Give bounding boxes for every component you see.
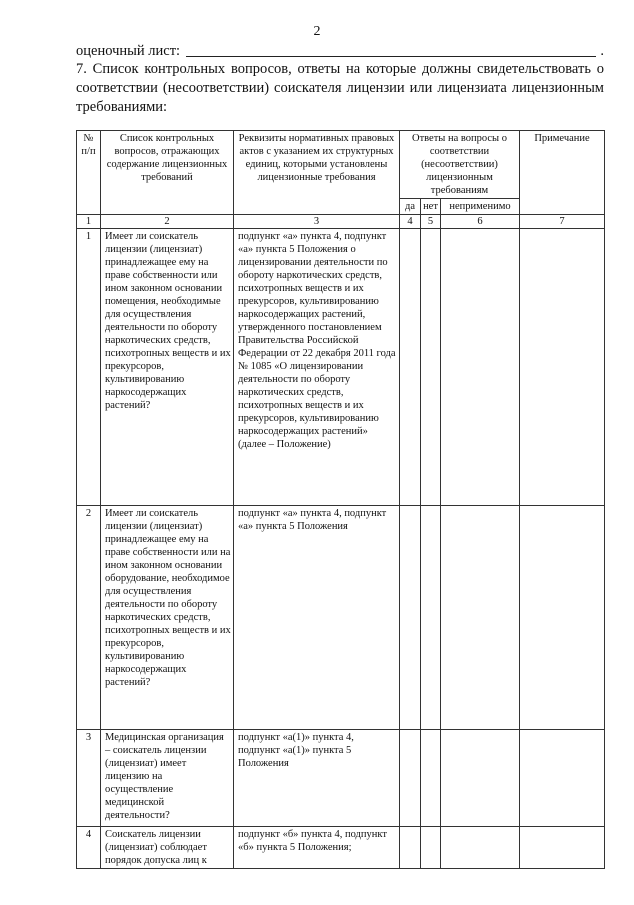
fill-in-underline (186, 42, 596, 57)
reference-text: подпункт «а(1)» пункта 4, подпункт «а(1)» пункта 5 Положения (234, 730, 400, 827)
column-number: 7 (520, 215, 605, 229)
answer-na-cell (441, 506, 520, 730)
header-requisites: Реквизиты нормативных правовых актов с указанием их структурных единиц, которыми установлены лицензионные требования (234, 131, 400, 215)
table-row (77, 827, 605, 869)
header-questions: Список контрольных вопросов, отражающих содержание лицензионных требований (101, 131, 234, 215)
header-num: № п/п (77, 131, 101, 215)
reference-text: подпункт «а» пункта 4, подпункт «а» пункта 5 Положения (234, 506, 400, 730)
answer-yes-cell (400, 827, 421, 869)
column-number: 2 (101, 215, 234, 229)
header-answers: Ответы на вопросы о соответствии (несоответствии) лицензионным требованиям (400, 131, 520, 199)
answer-no-cell (421, 506, 441, 730)
column-number: 6 (441, 215, 520, 229)
answer-na-cell (441, 827, 520, 869)
note-cell (520, 229, 605, 506)
table-row (77, 506, 605, 730)
section-paragraph: 7. Список контрольных вопросов, ответы на которые должны свидетельствовать о соответствии (несоответствии) соискателя лицензии или лицензиата лицензионным требованиями: (76, 61, 604, 115)
column-number: 1 (77, 215, 101, 229)
row-number: 2 (77, 506, 101, 730)
answer-no-cell (421, 827, 441, 869)
note-cell (520, 506, 605, 730)
evaluation-sheet-line (76, 42, 604, 60)
header-row (77, 131, 605, 199)
checklist-table (76, 130, 605, 869)
note-cell (520, 827, 605, 869)
question-text: Медицинская организация – соискатель лицензии (лицензиат) имеет лицензию на осуществление медицинской деятельности? (101, 730, 234, 827)
table-row (77, 730, 605, 827)
reference-text: подпункт «а» пункта 4, подпункт «а» пункта 5 Положения о лицензировании деятельности по обороту наркотических средств, психотропных веществ и их прекурсоров, культивированию наркосодержащих растений, утвержденного постановлением Правительства Российской Федерации от 22 декабря 2011 года № 1085 «О лицензировании деятельности по обороту наркотических средств, психотропных веществ и их прекурсоров, культивированию наркосодержащих растений» (далее – Положение) (234, 229, 400, 506)
column-number-row (77, 215, 605, 229)
answer-no-cell (421, 229, 441, 506)
row-number: 3 (77, 730, 101, 827)
evaluation-sheet-label: оценочный лист: (76, 43, 181, 59)
answer-yes-cell (400, 229, 421, 506)
column-number: 5 (421, 215, 441, 229)
column-number: 4 (400, 215, 421, 229)
answer-na-cell (441, 229, 520, 506)
header-no: нет (421, 199, 441, 215)
note-cell (520, 730, 605, 827)
header-note: Примечание (520, 131, 605, 215)
evaluation-sheet-end: . (600, 43, 604, 59)
question-text: Соискатель лицензии (лицензиат) соблюдает порядок допуска лиц к (101, 827, 234, 869)
answer-yes-cell (400, 730, 421, 827)
question-text: Имеет ли соискатель лицензии (лицензиат) принадлежащее ему на праве собственности или на ином законном основании оборудование, необходимое для осуществления деятельности по обороту наркотических средств, психотропных веществ и их прекурсоров, культивированию наркосодержащих растений? (101, 506, 234, 730)
header-yes: да (400, 199, 421, 215)
table-row (77, 229, 605, 506)
answer-no-cell (421, 730, 441, 827)
question-text: Имеет ли соискатель лицензии (лицензиат) принадлежащее ему на праве собственности или ином законном основании помещения, необходимые для осуществления деятельности по обороту наркотических средств, психотропных веществ и их прекурсоров, культивированию наркосодержащих растений? (101, 229, 234, 506)
page-number: 2 (313, 24, 321, 39)
row-number: 4 (77, 827, 101, 869)
answer-na-cell (441, 730, 520, 827)
column-number: 3 (234, 215, 400, 229)
header-na: неприменимо (441, 199, 520, 215)
answer-yes-cell (400, 506, 421, 730)
reference-text: подпункт «б» пункта 4, подпункт «б» пункта 5 Положения; (234, 827, 400, 869)
row-number: 1 (77, 229, 101, 506)
